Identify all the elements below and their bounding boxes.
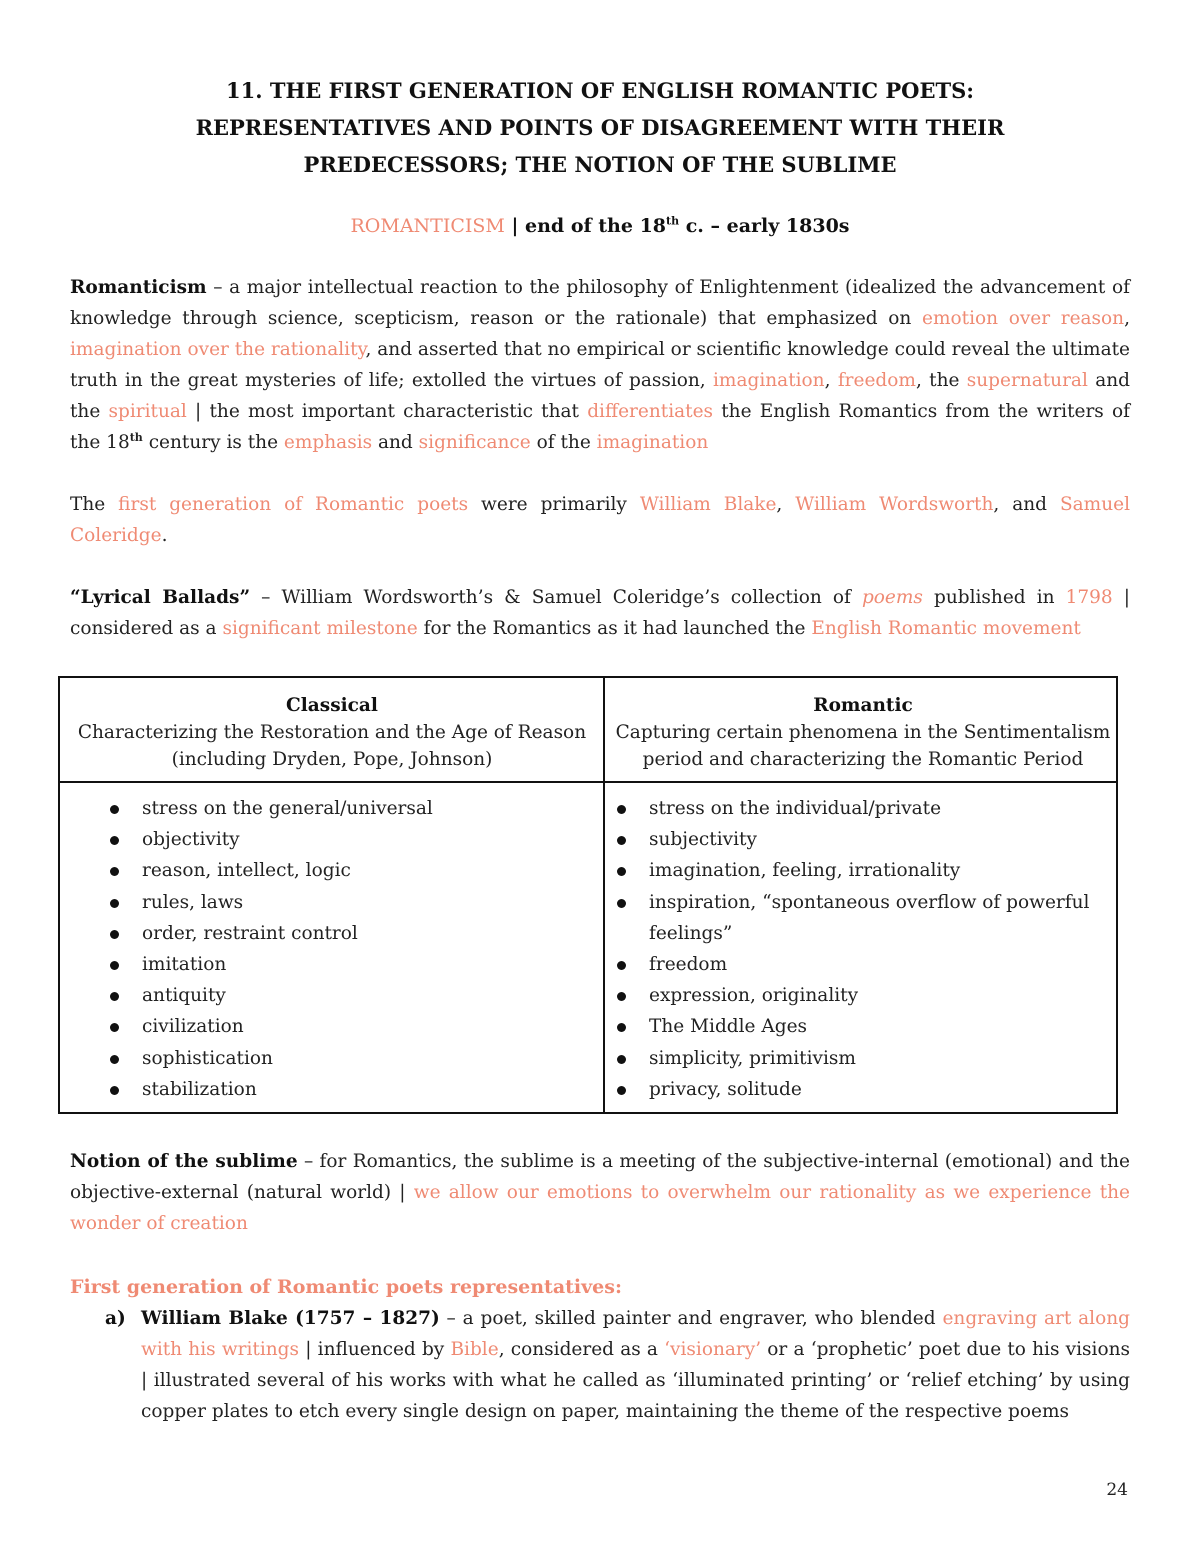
bullet-icon — [110, 899, 119, 908]
period-sup: th — [666, 214, 680, 228]
classical-description: Characterizing the Restoration and the Age of Reason (including Dryden, Pope, Johnson) — [77, 722, 587, 770]
list-item — [617, 949, 1107, 980]
text: and the — [70, 370, 1130, 422]
definition-term: Romanticism — [70, 277, 207, 298]
list-item-text: freedom — [649, 954, 728, 976]
period-text-a: | end of the 18 — [504, 215, 667, 237]
highlight: imagination over the rationality — [70, 339, 366, 360]
definition-term: Notion of the sublime — [70, 1151, 298, 1172]
list-item-text: order, restraint control — [142, 922, 358, 944]
text: and — [372, 432, 419, 453]
list-item — [110, 918, 580, 949]
period-subtitle — [70, 211, 1130, 241]
list-item — [110, 793, 580, 824]
text: of the — [530, 432, 597, 453]
classical-heading: Classical — [286, 695, 378, 716]
bullet-icon — [110, 1086, 119, 1095]
highlight: English Romantic movement — [811, 618, 1081, 639]
representatives-heading: First generation of Romantic poets representatives: — [70, 1276, 622, 1298]
highlight: significant milestone — [222, 618, 418, 639]
bullet-icon — [617, 1086, 626, 1095]
bullet-icon — [110, 805, 119, 814]
list-item — [617, 1043, 1107, 1074]
classical-list — [110, 793, 580, 1105]
list-item-text: imagination, feeling, irrationality — [649, 860, 961, 882]
list-item-text: simplicity, primitivism — [649, 1047, 856, 1069]
classical-header — [72, 692, 592, 773]
list-item — [617, 824, 1107, 855]
highlight: spiritual — [108, 401, 187, 422]
list-item-text: subjectivity — [649, 829, 757, 851]
highlight: differentiates — [587, 401, 714, 422]
list-item — [110, 980, 580, 1011]
page-number: 24 — [1106, 1480, 1128, 1500]
page-title — [70, 72, 1130, 183]
bullet-icon — [110, 867, 119, 876]
bullet-icon — [617, 899, 626, 908]
representative-item-blake — [105, 1303, 1130, 1427]
header-divider — [60, 781, 1116, 783]
romantic-heading: Romantic — [813, 695, 913, 716]
list-item — [617, 793, 1107, 824]
highlight: emphasis — [283, 432, 373, 453]
bullet-icon — [110, 930, 119, 939]
list-item — [617, 1074, 1107, 1105]
highlight: significance — [418, 432, 531, 453]
list-item — [110, 824, 580, 855]
bullet-icon — [110, 961, 119, 970]
highlight: imagination — [596, 432, 709, 453]
title-line-3: PREDECESSORS; THE NOTION OF THE SUBLIME — [303, 152, 897, 177]
text: – for Romantics, the sublime is a meeting of the subjective-internal (emotional) and the objective-external (natural world) | — [70, 1151, 1130, 1203]
comparison-table — [58, 676, 1118, 1114]
text: – a poet, skilled painter and engraver, who blended — [439, 1308, 943, 1329]
romantic-list — [617, 793, 1107, 1105]
sublime-paragraph — [70, 1146, 1130, 1239]
representative-text — [141, 1303, 1130, 1427]
list-item-text: sophistication — [142, 1047, 273, 1069]
bullet-icon — [617, 836, 626, 845]
highlight: supernatural — [966, 370, 1088, 391]
bullet-icon — [110, 836, 119, 845]
superscript: th — [129, 430, 143, 444]
highlight: poems — [861, 587, 923, 608]
highlight: engraving art along with his writings — [141, 1308, 1130, 1360]
bullet-icon — [617, 961, 626, 970]
highlight: emotion over reason — [922, 308, 1125, 329]
period-text — [505, 215, 850, 237]
text: The — [70, 494, 119, 515]
list-item-text: rules, laws — [142, 891, 244, 913]
text: | considered as a — [70, 587, 1130, 639]
romanticism-definition — [70, 272, 1130, 458]
list-item — [110, 1011, 580, 1042]
first-generation-paragraph — [70, 489, 1130, 551]
column-divider — [603, 678, 605, 1112]
text: | the most important characteristic that — [186, 401, 588, 422]
list-item — [110, 1043, 580, 1074]
bullet-icon — [110, 1055, 119, 1064]
list-item — [617, 855, 1107, 886]
text: , considered as a — [498, 1339, 665, 1360]
list-item — [110, 887, 580, 918]
text: the English Romantics from the writers of the 18 — [70, 401, 1130, 453]
list-item-text: reason, intellect, logic — [142, 860, 351, 882]
bullet-icon — [617, 1055, 626, 1064]
definition-term: “Lyrical Ballads” — [70, 587, 251, 608]
text: were primarily — [468, 494, 640, 515]
text: century is the — [142, 432, 284, 453]
text: published in — [922, 587, 1066, 608]
highlight: William Blake — [639, 494, 777, 515]
poet-name: William Blake (1757 – 1827) — [141, 1308, 440, 1329]
list-item-text: imitation — [142, 954, 227, 976]
list-item — [110, 949, 580, 980]
list-item — [110, 855, 580, 886]
bullet-icon — [110, 992, 119, 1001]
text: , the — [915, 370, 967, 391]
list-item — [617, 1011, 1107, 1042]
highlight: freedom — [837, 370, 916, 391]
period-text-b: c. – early 1830s — [679, 215, 850, 237]
text: or a ‘prophetic’ poet due to his visions | illustrated several of his works with what he called as ‘illuminated printing’ or ‘relief etching’ by using copper plates to etch every single design on paper, maintaining the theme of the respective poems — [141, 1339, 1130, 1422]
text: – a major intellectual reaction to the philosophy of Enlightenment (idealized the advancement of knowledge through science, scepticism, reason or the rationale) that emphasized on — [70, 277, 1130, 329]
text: . — [161, 525, 168, 546]
highlight: 1798 — [1065, 587, 1113, 608]
romantic-description: Capturing certain phenomena in the Sentimentalism period and characterizing the Romantic Period — [615, 722, 1111, 770]
romantic-header — [613, 692, 1113, 773]
list-item — [110, 1074, 580, 1105]
bullet-icon — [617, 805, 626, 814]
list-marker: a) — [105, 1308, 126, 1329]
highlight: Bible — [450, 1339, 499, 1360]
list-item-text: expression, originality — [649, 985, 859, 1007]
highlight: we allow our emotions to overwhelm our rationality as we experience the wonder of creation — [70, 1182, 1130, 1234]
text: | influenced by — [299, 1339, 451, 1360]
list-item — [617, 887, 1107, 949]
list-item-text: The Middle Ages — [649, 1016, 808, 1038]
highlight: William Wordsworth — [795, 494, 994, 515]
text: for the Romantics as it had launched the — [417, 618, 812, 639]
text: , — [1124, 308, 1130, 329]
list-item-text: privacy, solitude — [649, 1078, 802, 1100]
romanticism-term: ROMANTICISM — [350, 215, 505, 237]
bullet-icon — [617, 992, 626, 1001]
highlight: imagination — [713, 370, 825, 391]
title-line-2: REPRESENTATIVES AND POINTS OF DISAGREEMENT WITH THEIR — [195, 115, 1005, 140]
list-item-text: inspiration, “spontaneous overflow of powerful feelings” — [649, 891, 1090, 944]
list-item-text: stress on the individual/private — [649, 798, 942, 819]
list-item-text: antiquity — [142, 985, 226, 1007]
highlight: Samuel Coleridge — [70, 494, 1130, 546]
text: , and asserted that no empirical or scientific knowledge could reveal the ultimate truth in the great mysteries of life; extolled the virtues of passion, — [70, 339, 1130, 391]
list-item-text: stabilization — [142, 1078, 257, 1100]
list-item — [617, 980, 1107, 1011]
lyrical-ballads-paragraph — [70, 582, 1130, 644]
highlight: ‘visionary’ — [664, 1339, 762, 1360]
text: , — [776, 494, 796, 515]
highlight: first generation of Romantic poets — [118, 494, 469, 515]
list-item-text: objectivity — [142, 829, 240, 851]
text: , and — [993, 494, 1060, 515]
bullet-icon — [617, 867, 626, 876]
list-item-text: stress on the general/universal — [142, 798, 433, 819]
bullet-icon — [617, 1023, 626, 1032]
list-item-text: civilization — [142, 1016, 244, 1038]
title-line-1: 11. THE FIRST GENERATION OF ENGLISH ROMANTIC POETS: — [225, 78, 975, 103]
text: – William Wordsworth’s & Samuel Coleridge’s collection of — [250, 587, 862, 608]
text: , — [824, 370, 838, 391]
bullet-icon — [110, 1023, 119, 1032]
